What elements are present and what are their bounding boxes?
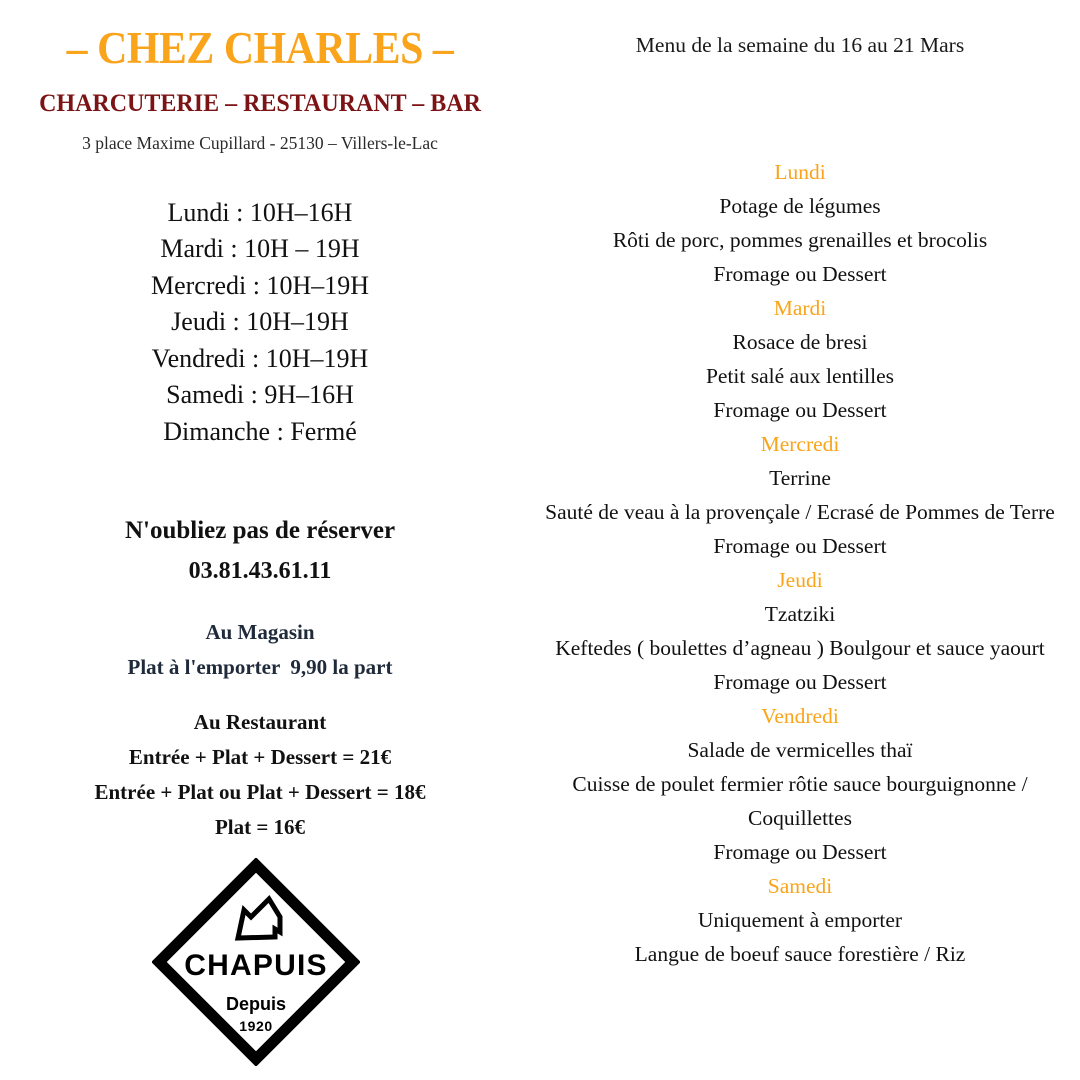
menu-dish: Fromage ou Dessert [713, 669, 887, 694]
menu-dish: Uniquement à emporter [697, 907, 903, 932]
brand-address: 3 place Maxime Cupillard - 25130 – Villers-le-Lac [82, 133, 438, 153]
list-item: Vendredi : 10H–19H [151, 343, 369, 373]
menu-dish: Keftedes ( boulettes d’agneau ) Boulgour et sauce yaourt [555, 635, 1045, 660]
list-item: Jeudi : 10H–19H [171, 307, 349, 336]
shop-heading: Au Magasin [205, 620, 315, 644]
list-item: Dimanche : Fermé [163, 416, 357, 446]
menu-dish: Langue de boeuf sauce forestière / Riz [634, 941, 966, 966]
shop-pricing-block [0, 622, 520, 678]
restaurant-price-two-course: Entrée + Plat ou Plat + Dessert = 18€ [94, 780, 426, 804]
reservation-block [0, 518, 520, 583]
menu-dish: Petit salé aux lentilles [705, 363, 895, 388]
restaurant-heading: Au Restaurant [193, 710, 327, 734]
menu-dish: Potage de légumes [719, 193, 881, 218]
list-item: Samedi : 9H–16H [166, 380, 354, 409]
menu-day-vendredi: Vendredi [761, 703, 839, 728]
menu-dish: Terrine [769, 465, 831, 490]
menu-dish: Cuisse de poulet fermier rôtie sauce bourguignonne / Coquillettes [572, 771, 1028, 830]
reservation-title: N'oubliez pas de réserver [124, 517, 396, 544]
menu-day-mardi: Mardi [773, 295, 827, 320]
menu-dish: Fromage ou Dessert [713, 261, 887, 286]
reservation-phone[interactable]: 03.81.43.61.11 [188, 558, 332, 584]
restaurant-price-full: Entrée + Plat + Dessert = 21€ [128, 745, 392, 769]
right-column [520, 0, 1080, 1080]
list-item: Lundi : 10H–16H [167, 197, 353, 227]
logo-name: CHAPUIS [184, 949, 328, 982]
page-title: – CHEZ CHARLES – [66, 23, 454, 73]
chalet-arrow-icon [238, 899, 280, 938]
weekly-menu-list [520, 155, 1080, 971]
shop-takeaway-price: Plat à l'emporter 9,90 la part [127, 655, 393, 679]
brand-subtitle: CHARCUTERIE – RESTAURANT – BAR [39, 90, 481, 117]
menu-dish: Salade de vermicelles thaï [687, 737, 913, 762]
chapuis-logo [152, 858, 360, 1066]
menu-dish: Fromage ou Dessert [713, 839, 887, 864]
menu-day-samedi: Samedi [767, 873, 833, 898]
menu-dish: Sauté de veau à la provençale / Ecrasé de Pommes de Terre [545, 499, 1055, 524]
menu-dish: Rôti de porc, pommes grenailles et brocolis [612, 227, 988, 252]
menu-week-header: Menu de la semaine du 16 au 21 Mars [635, 33, 965, 57]
restaurant-price-main: Plat = 16€ [214, 815, 306, 839]
logo-since-label: Depuis [225, 994, 287, 1014]
menu-dish: Tzatziki [764, 601, 836, 626]
list-item: Mardi : 10H – 19H [160, 234, 360, 263]
logo-since-year: 1920 [239, 1018, 273, 1034]
menu-day-mercredi: Mercredi [760, 431, 840, 456]
menu-dish: Rosace de bresi [732, 329, 868, 354]
menu-dish: Fromage ou Dessert [713, 397, 887, 422]
opening-hours-list [0, 195, 520, 451]
menu-day-lundi: Lundi [774, 159, 826, 184]
menu-dish: Fromage ou Dessert [713, 533, 887, 558]
restaurant-pricing-block [0, 712, 520, 838]
menu-day-jeudi: Jeudi [777, 567, 823, 592]
list-item: Mercredi : 10H–19H [150, 270, 370, 300]
chapuis-logo-svg [152, 858, 360, 1066]
left-column [0, 0, 520, 1080]
